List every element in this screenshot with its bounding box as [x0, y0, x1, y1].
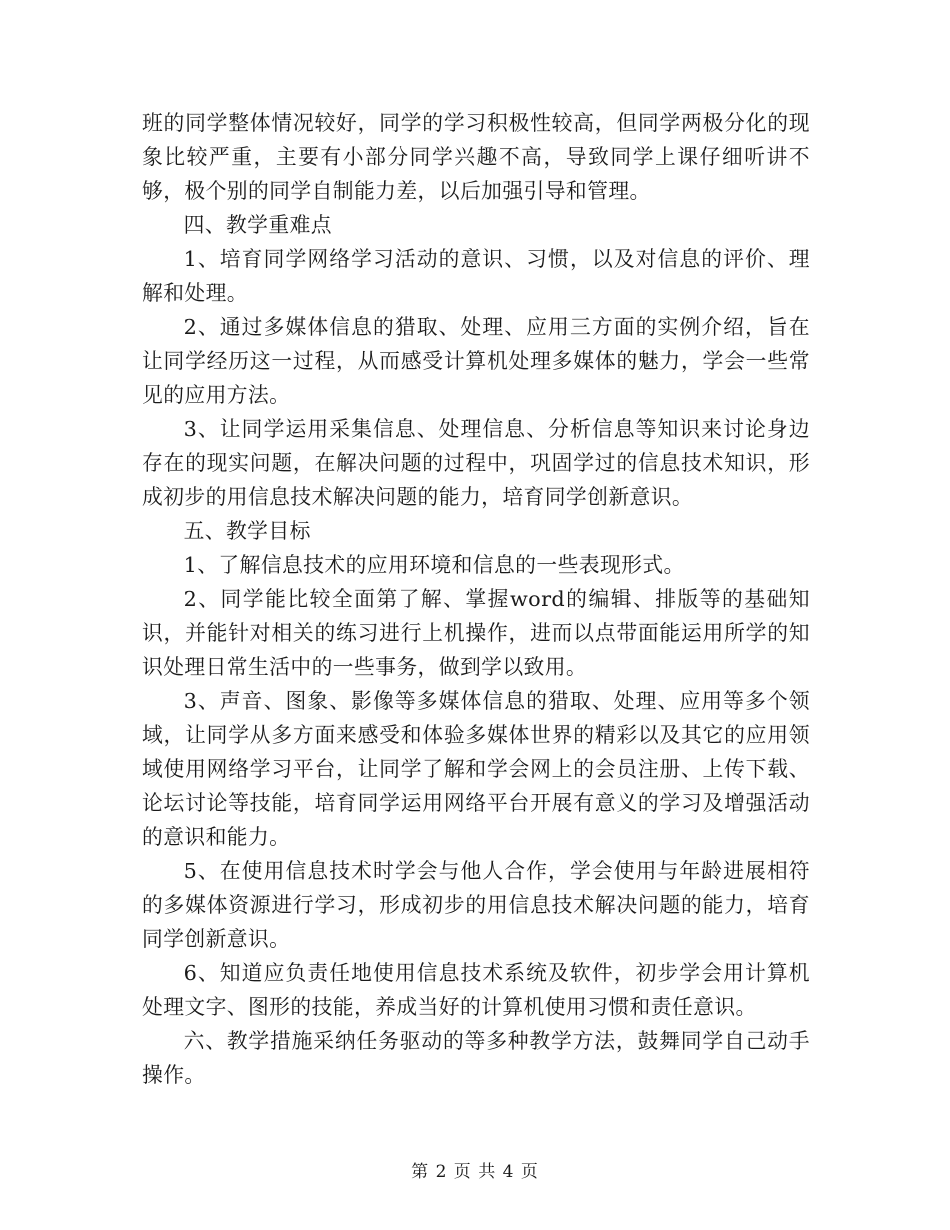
paragraph-goal-1: 1、了解信息技术的应用环境和信息的一些表现形式。 [183, 553, 685, 577]
page-number-footer: 第 2 页 共 4 页 [411, 1162, 539, 1182]
document-body [142, 106, 810, 1092]
paragraph-goal-3: 3、声音、图象、影像等多媒体信息的猎取、处理、应用等多个领域，让同学从多方面来感受和体验多媒体世界的精彩以及其它的应用领域使用网络学习平台，让同学了解和学会网上的会员注册、上传下载、论坛讨论等技能，培育同学运用网络平台开展有意义的学习及增强活动的意识和能力。 [142, 689, 810, 849]
paragraph-teaching-measures: 六、教学措施采纳任务驱动的等多种教学方法，鼓舞同学自己动手操作。 [142, 1029, 810, 1087]
paragraph-goal-5: 5、在使用信息技术时学会与他人合作，学会使用与年龄进展相符的多媒体资源进行学习，形成初步的用信息技术解决问题的能力，培育同学创新意识。 [142, 859, 810, 951]
heading-teaching-goals: 五、教学目标 [183, 519, 311, 543]
paragraph-difficulty-1: 1、培育同学网络学习活动的意识、习惯，以及对信息的评价、理解和处理。 [142, 247, 810, 305]
paragraph-class-situation: 班的同学整体情况较好，同学的学习积极性较高，但同学两极分化的现象比较严重，主要有小部分同学兴趣不高，导致同学上课仔细听讲不够，极个别的同学自制能力差，以后加强引导和管理。 [142, 111, 810, 203]
paragraph-difficulty-3: 3、让同学运用采集信息、处理信息、分析信息等知识来讨论身边存在的现实问题，在解决问题的过程中，巩固学过的信息技术知识，形成初步的用信息技术解决问题的能力，培育同学创新意识。 [142, 417, 810, 509]
paragraph-goal-2: 2、同学能比较全面第了解、掌握word的编辑、排版等的基础知识，并能针对相关的练习进行上机操作，进而以点带面能运用所学的知识处理日常生活中的一些事务，做到学以致用。 [142, 587, 810, 679]
paragraph-difficulty-2: 2、通过多媒体信息的猎取、处理、应用三方面的实例介绍，旨在让同学经历这一过程，从而感受计算机处理多媒体的魅力，学会一些常见的应用方法。 [142, 315, 810, 407]
paragraph-goal-6: 6、知道应负责任地使用信息技术系统及软件，初步学会用计算机处理文字、图形的技能，养成当好的计算机使用习惯和责任意识。 [142, 961, 810, 1019]
heading-teaching-difficulties: 四、教学重难点 [183, 213, 332, 237]
